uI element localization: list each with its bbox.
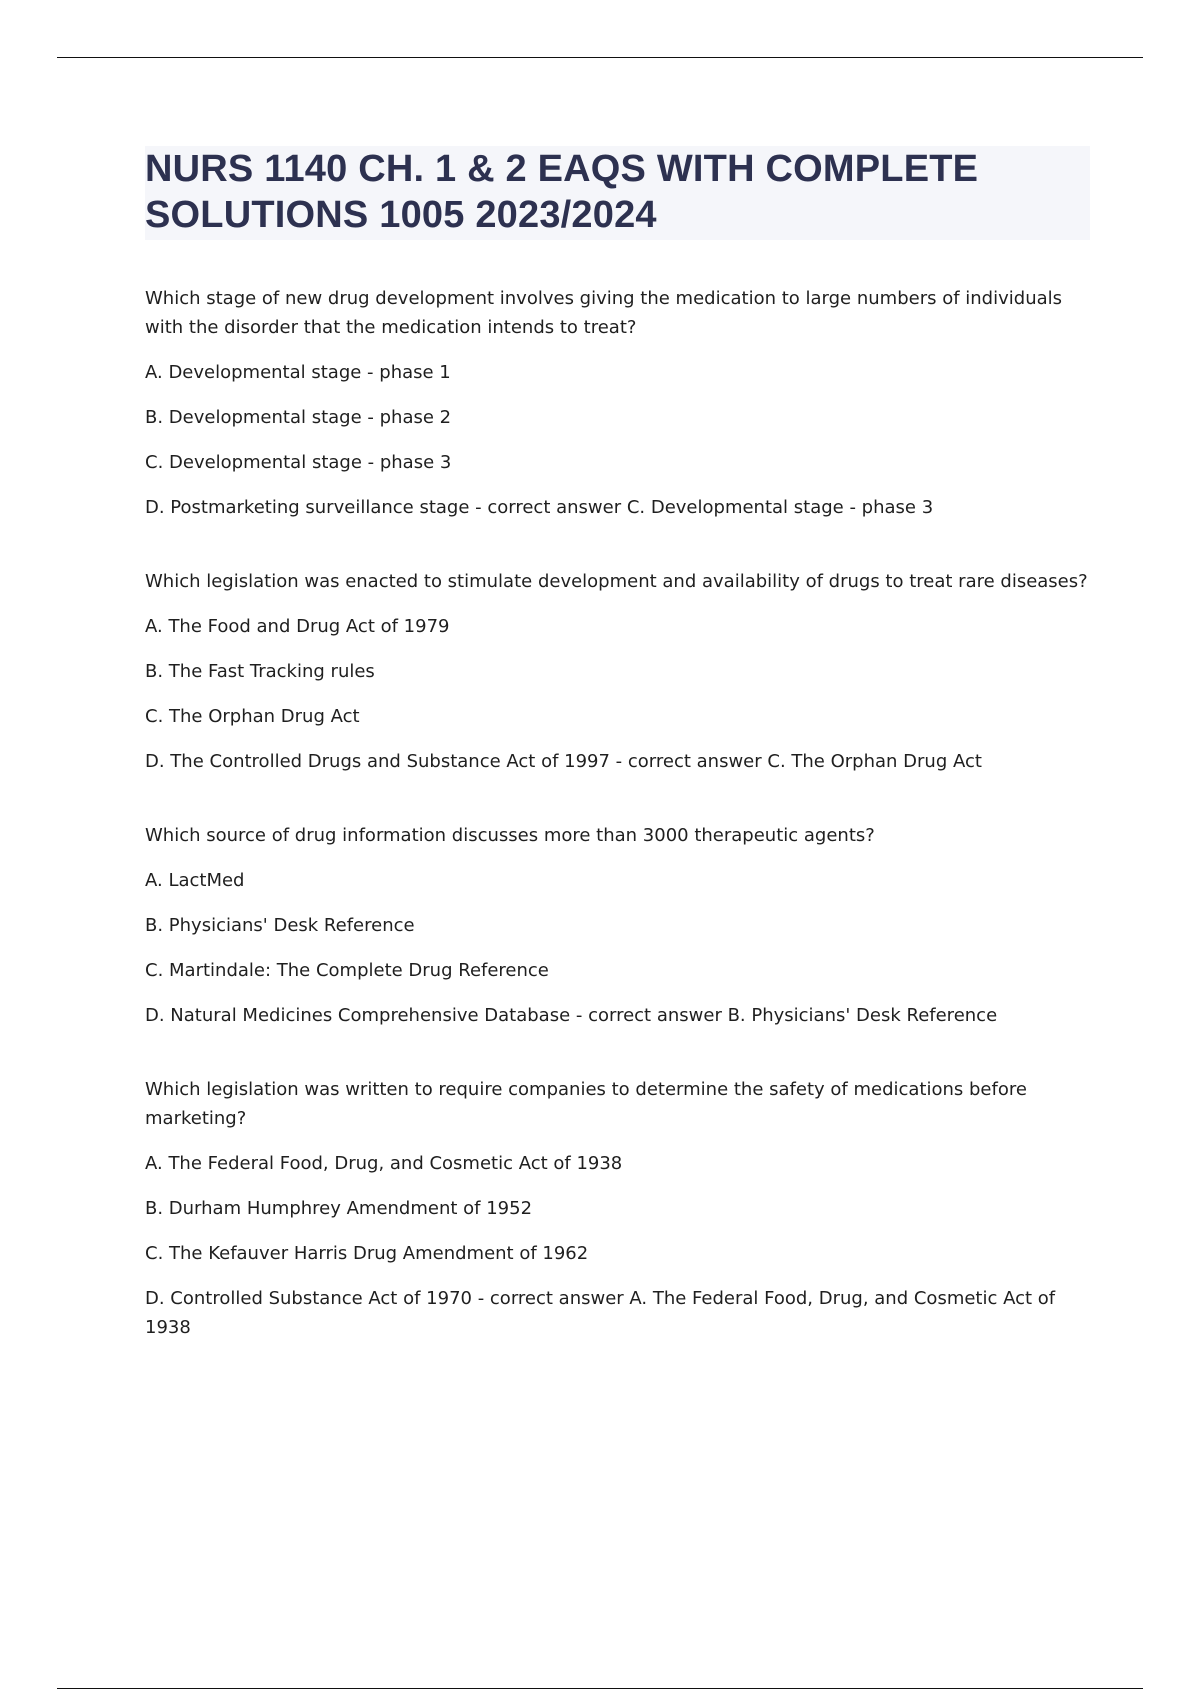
answer-option: D. Controlled Substance Act of 1970 - correct answer A. The Federal Food, Drug, and Cosmetic Act of 1938: [145, 1288, 1056, 1338]
question-text: Which legislation was enacted to stimulate development and availability of drugs to treat rare diseases?: [145, 571, 1088, 592]
answer-option: C. The Orphan Drug Act: [145, 706, 360, 727]
question-block-1: [145, 284, 1090, 522]
answer-option: D. Natural Medicines Comprehensive Database - correct answer B. Physicians' Desk Reference: [145, 1005, 998, 1026]
answer-option: A. The Federal Food, Drug, and Cosmetic Act of 1938: [145, 1153, 623, 1174]
footer-rule: [57, 1688, 1143, 1689]
answer-option: C. The Kefauver Harris Drug Amendment of 1962: [145, 1243, 589, 1264]
answer-option: A. Developmental stage - phase 1: [145, 362, 451, 383]
document-title: NURS 1140 CH. 1 & 2 EAQS WITH COMPLETE SOLUTIONS 1005 2023/2024: [145, 148, 979, 236]
answer-option: B. Durham Humphrey Amendment of 1952: [145, 1198, 533, 1219]
question-block-2: [145, 567, 1090, 776]
document-body: [145, 146, 1090, 1342]
answer-option: A. LactMed: [145, 870, 245, 891]
question-text: Which source of drug information discusses more than 3000 therapeutic agents?: [145, 825, 875, 846]
answer-option: B. The Fast Tracking rules: [145, 661, 375, 682]
answer-option: B. Developmental stage - phase 2: [145, 407, 452, 428]
header-rule: [57, 57, 1143, 58]
answer-option: A. The Food and Drug Act of 1979: [145, 616, 450, 637]
answer-option: C. Martindale: The Complete Drug Reference: [145, 960, 549, 981]
answer-option: D. The Controlled Drugs and Substance Act of 1997 - correct answer C. The Orphan Drug Act: [145, 751, 982, 772]
question-text: Which stage of new drug development involves giving the medication to large numbers of individuals with the disorder that the medication intends to treat?: [145, 288, 1063, 338]
answer-option: D. Postmarketing surveillance stage - correct answer C. Developmental stage - phase 3: [145, 497, 934, 518]
answer-option: B. Physicians' Desk Reference: [145, 915, 415, 936]
question-block-4: [145, 1075, 1090, 1342]
question-text: Which legislation was written to require companies to determine the safety of medications before marketing?: [145, 1079, 1027, 1129]
question-block-3: [145, 821, 1090, 1030]
title-block: [145, 146, 1090, 240]
answer-option: C. Developmental stage - phase 3: [145, 452, 452, 473]
